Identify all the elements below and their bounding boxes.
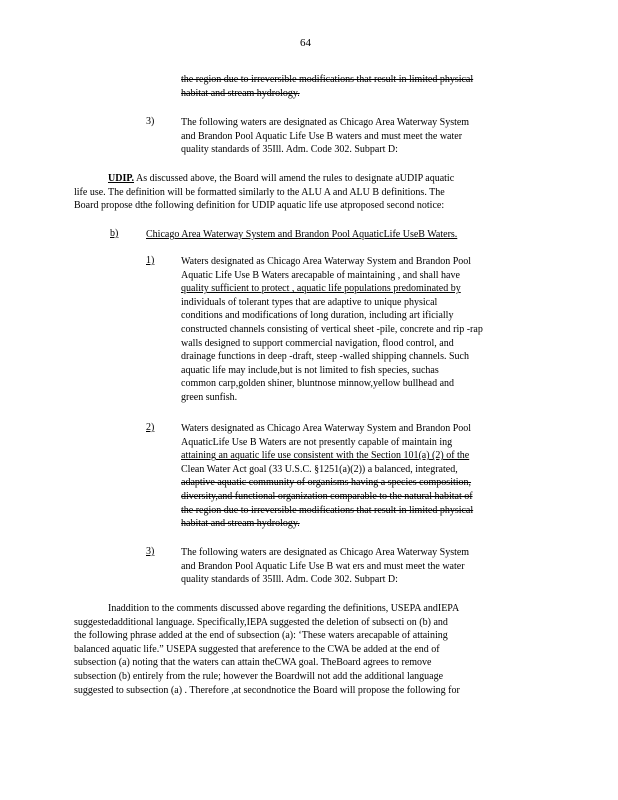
page-number: 64 bbox=[300, 37, 311, 49]
top-struck-fragment bbox=[181, 73, 473, 100]
text-line: subsection (a) noting that the waters can attain theCWA goal. TheBoard agrees to remove bbox=[74, 657, 432, 669]
item2-text bbox=[181, 422, 473, 531]
text-line: life use. The definition will be formatted similarly to the ALU A and ALU B definitions. The bbox=[74, 186, 445, 198]
text-line: subsection (b) entirely from the rule; however the Boardwill not add the additional language bbox=[74, 670, 444, 682]
text-line: balanced aquatic life.” USEPA suggested that areference to the CWA be added at the end of bbox=[74, 643, 440, 655]
closing-paragraph bbox=[74, 602, 534, 697]
struck-line: habitat and stream hydrology. bbox=[181, 87, 300, 99]
item3-bottom-text bbox=[181, 546, 469, 587]
text-line: quality standards of 35Ill. Adm. Code 302. Subpart D: bbox=[181, 144, 398, 156]
text-line: AquaticLife Use B Waters are not presently capable of maintain ing bbox=[181, 436, 453, 448]
text-line: and Brandon Pool Aquatic Life Use B waters and must meet the water bbox=[181, 130, 463, 142]
text-line: The following waters are designated as Chicago Area Waterway System bbox=[181, 117, 470, 128]
section-title: Chicago Area Waterway System and Brandon Pool AquaticLife UseB Waters. bbox=[146, 229, 458, 240]
text-line: Waters designated as Chicago Area Waterway System and Brandon Pool bbox=[181, 423, 472, 434]
text-line: aquatic life may include,but is not limited to fish species, suchas bbox=[181, 364, 439, 376]
text-line: Clean Water Act goal (33 U.S.C. §1251(a)(2)) a balanced, integrated, bbox=[181, 463, 458, 475]
item-number: 3) bbox=[146, 546, 155, 557]
struck-line: habitat and stream hydrology. bbox=[181, 518, 300, 530]
text-line: green sunfish. bbox=[181, 391, 238, 403]
item1-text bbox=[181, 255, 483, 405]
text-line: quality standards of 35Ill. Adm. Code 302. Subpart D: bbox=[181, 574, 398, 586]
udip-heading: UDIP. bbox=[108, 173, 135, 184]
text-line: quality sufficient to protect , aquatic life populations predominated by bbox=[181, 283, 461, 295]
udip-paragraph bbox=[74, 172, 534, 213]
struck-line: diversity,and functional organization comparable to the natural habitat of bbox=[181, 490, 473, 502]
text-line: and Brandon Pool Aquatic Life Use B wat ers and must meet the water bbox=[181, 560, 465, 572]
text-line: common carp,golden shiner, bluntnose minnow,yellow bullhead and bbox=[181, 378, 455, 390]
struck-line: the region due to irreversible modifications that result in limited physical bbox=[181, 504, 474, 516]
text-line: Aquatic Life Use B Waters arecapable of maintaining , and shall have bbox=[181, 269, 460, 281]
section-number: b) bbox=[110, 228, 119, 239]
text-line: The following waters are designated as Chicago Area Waterway System bbox=[181, 547, 470, 558]
text-line: As discussed above, the Board will amend the rules to designate aUDIP aquatic bbox=[135, 173, 455, 184]
text-line: the following phrase added at the end of subsection (a): ‘These waters arecapable of attaining bbox=[74, 630, 448, 642]
text-line: walls designed to support commercial navigation, flood control, and bbox=[181, 337, 454, 349]
item-number: 3) bbox=[146, 116, 155, 127]
text-line: Waters designated as Chicago Area Waterway System and Brandon Pool bbox=[181, 256, 472, 267]
text-line: attaining an aquatic life use consistent with the Section 101(a) (2) of the bbox=[181, 450, 470, 462]
struck-line: the region due to irreversible modifications that result in limited physical bbox=[181, 74, 474, 85]
text-line: suggestedadditional language. Specifically,IEPA suggested the deletion of subsecti on (b) and bbox=[74, 616, 448, 628]
text-line: individuals of tolerant types that are adaptive to unique physical bbox=[181, 296, 438, 308]
text-line: Board propose dthe following definition for UDIP aquatic life use atproposed second notice: bbox=[74, 200, 445, 212]
struck-line: adaptive aquatic community of organisms having a species composition, bbox=[181, 477, 472, 489]
item3-top-text bbox=[181, 116, 469, 157]
text-line: constructed channels consisting of vertical sheet -pile, concrete and rip -rap bbox=[181, 323, 483, 335]
text-line: conditions and modifications of long duration, including art ificially bbox=[181, 310, 454, 322]
item-number: 1) bbox=[146, 255, 155, 266]
text-line: drainage functions in deep -draft, steep -walled shipping channels. Such bbox=[181, 351, 469, 363]
text-line: suggested to subsection (a) . Therefore ,at secondnotice the Board will propose the following for bbox=[74, 684, 460, 696]
item-number: 2) bbox=[146, 422, 155, 433]
text-line: Inaddition to the comments discussed above regarding the definitions, USEPA andIEPA bbox=[108, 603, 460, 614]
